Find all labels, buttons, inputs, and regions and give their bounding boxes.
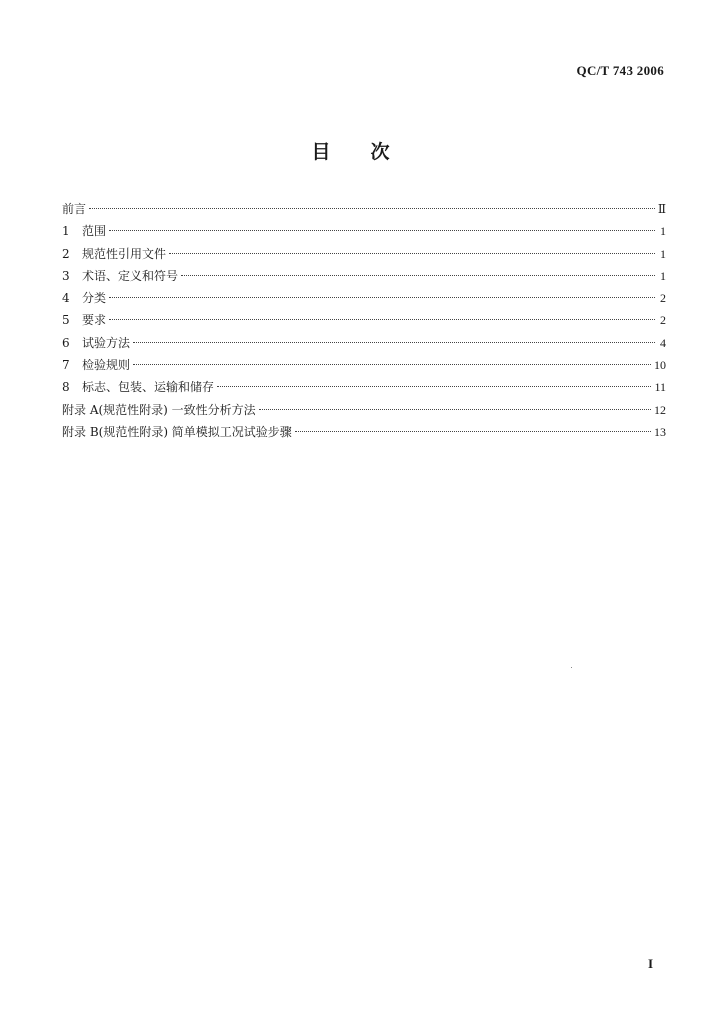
- toc-entry-label: 要求: [82, 313, 107, 328]
- toc-entry-5[interactable]: [62, 309, 666, 331]
- toc-leader-dots: [109, 230, 655, 231]
- toc-leader-dots: [295, 431, 651, 432]
- toc-entry-label: 规范性引用文件: [82, 246, 167, 261]
- toc-entry-label: 标志、包装、运输和储存: [82, 380, 215, 395]
- toc-entry-number: 4: [62, 291, 70, 306]
- toc-entry-foreword[interactable]: [62, 198, 666, 220]
- toc-entry-appendix-b[interactable]: [62, 421, 666, 443]
- toc-entry-label: 范围: [82, 224, 107, 239]
- toc-leader-dots: [169, 253, 655, 254]
- toc-entry-page: 11: [654, 380, 666, 395]
- toc-entry-page: 2: [660, 313, 666, 328]
- toc-entry-label: 附录 B(规范性附录) 简单模拟工况试验步骤: [62, 424, 292, 439]
- toc-entry-appendix-a[interactable]: [62, 399, 666, 421]
- page-number: I: [648, 956, 654, 971]
- toc-entry-page: Ⅱ: [657, 202, 666, 216]
- toc-entry-page: 1: [660, 246, 666, 261]
- toc-entry-label: 前言: [62, 202, 87, 216]
- toc-entry-number: 6: [62, 335, 70, 350]
- toc-leader-dots: [109, 297, 655, 298]
- page-title: [0, 137, 701, 164]
- toc-entry-page: 1: [660, 224, 666, 239]
- toc-entry-1[interactable]: [62, 220, 666, 242]
- toc-entry-page: 10: [654, 358, 666, 373]
- toc-entry-number: 5: [62, 313, 70, 328]
- toc-leader-dots: [259, 409, 651, 410]
- toc-entry-page: 4: [660, 335, 666, 350]
- toc-entry-number: 8: [62, 380, 70, 395]
- toc-entry-number: 1: [62, 224, 70, 239]
- toc-leader-dots: [89, 208, 655, 209]
- toc-leader-dots: [133, 364, 651, 365]
- title-char-2: 次: [370, 141, 390, 163]
- toc-entry-6[interactable]: [62, 332, 666, 354]
- toc-entry-number: 2: [62, 246, 70, 261]
- scan-speck: [571, 667, 572, 668]
- toc-entry-page: 13: [654, 424, 666, 439]
- toc-entry-page: 1: [660, 268, 666, 283]
- standard-code: QC/T 743 2006: [576, 63, 664, 78]
- table-of-contents: [62, 198, 666, 443]
- toc-entry-3[interactable]: [62, 265, 666, 287]
- toc-entry-label: 试验方法: [82, 335, 131, 350]
- toc-leader-dots: [181, 275, 655, 276]
- toc-entry-label: 术语、定义和符号: [82, 268, 179, 283]
- toc-leader-dots: [133, 342, 655, 343]
- toc-entry-4[interactable]: [62, 287, 666, 309]
- toc-entry-label: 分类: [82, 291, 107, 306]
- toc-leader-dots: [217, 386, 651, 387]
- toc-entry-label: 附录 A(规范性附录) 一致性分析方法: [62, 402, 256, 417]
- toc-entry-8[interactable]: [62, 376, 666, 398]
- toc-entry-page: 2: [660, 291, 666, 306]
- toc-entry-number: 3: [62, 268, 70, 283]
- toc-leader-dots: [109, 319, 655, 320]
- toc-entry-2[interactable]: [62, 243, 666, 265]
- title-char-1: 目: [311, 141, 331, 163]
- toc-entry-page: 12: [654, 402, 666, 417]
- toc-entry-7[interactable]: [62, 354, 666, 376]
- toc-entry-number: 7: [62, 358, 70, 373]
- toc-entry-label: 检验规则: [82, 358, 131, 373]
